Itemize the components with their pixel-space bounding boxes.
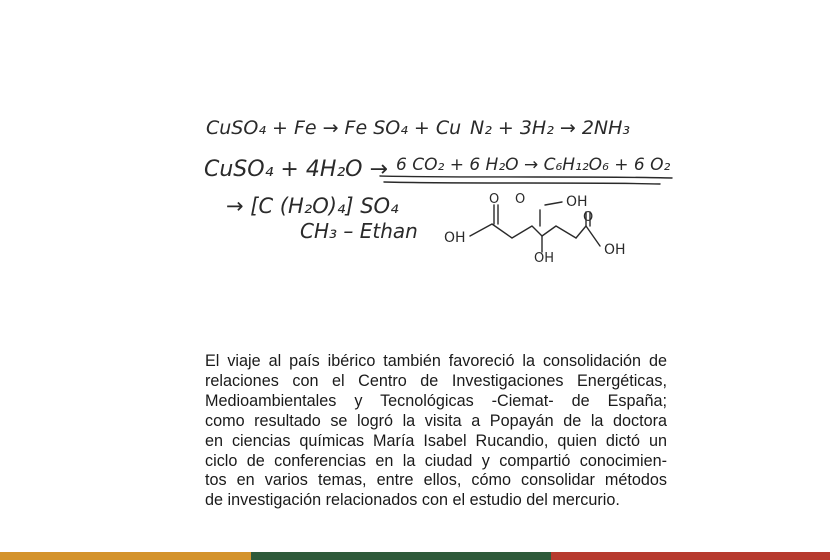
note-line4-ethane: CH₃ – Ethan [300, 219, 418, 243]
molecule-label-oh-left: OH [444, 230, 466, 246]
molecule-label-oh-top: OH [566, 194, 588, 210]
paragraph-line: ciclo de conferencias en la ciudad y compartió conocimien- [205, 451, 667, 470]
note-line3-complex: → [C (H₂O)₄] SO₄ [226, 194, 399, 218]
molecule-label-o-right: O [583, 210, 594, 225]
paragraph-line: en ciencias químicas María Isabel Rucandio, quien dictó un [205, 431, 667, 450]
molecule-label-oh-bottom: OH [534, 251, 555, 266]
underline-stroke-1 [380, 176, 672, 178]
note-line2-reaction-a: CuSO₄ + 4H₂O → [204, 157, 388, 182]
molecule-label-oh-right: OH [604, 242, 626, 258]
underline-stroke-2 [384, 182, 660, 184]
footer-bar-segment [551, 552, 830, 560]
paragraph-line: de investigación relacionados con el estudio del mercurio. [205, 491, 620, 510]
paragraph-line: Medioambientales y Tecnológicas -Ciemat- de España; [205, 391, 667, 410]
paragraph-line: relaciones con el Centro de Investigaciones Energéticas, [205, 371, 667, 390]
molecule-structure-drawing [444, 192, 626, 266]
footer-bar-segment [251, 552, 551, 560]
note-photosynthesis-equation: 6 CO₂ + 6 H₂O → C₆H₁₂O₆ + 6 O₂ [396, 155, 671, 175]
paragraph-line: como resultado se logró la visita a Popayán de la doctora [205, 411, 667, 430]
note-line1-reaction-b: N₂ + 3H₂ → 2NH₃ [470, 117, 631, 139]
note-line1-reaction-a: CuSO₄ + Fe → Fe SO₄ + Cu [206, 117, 462, 139]
paragraph-line: tos en varios temas, entre ellos, cómo consolidar métodos [205, 471, 667, 490]
footer-bar-segment [0, 552, 251, 560]
body-paragraph [205, 352, 667, 511]
paragraph-line: El viaje al país ibérico también favoreció la consolidación de [205, 352, 667, 370]
molecule-label-o-left: O [489, 192, 500, 207]
molecule-label-o-mid: O [515, 192, 526, 207]
footer-color-bar [0, 552, 830, 560]
